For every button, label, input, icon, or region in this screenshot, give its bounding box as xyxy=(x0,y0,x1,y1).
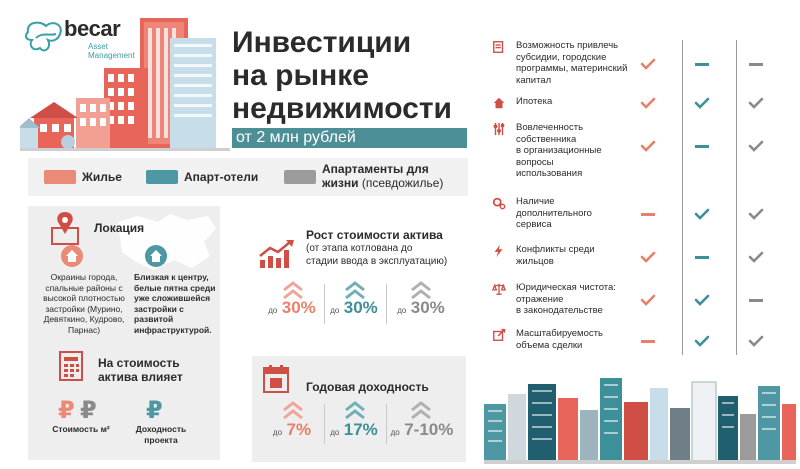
check-icon xyxy=(693,207,711,221)
column-divider xyxy=(682,40,683,355)
separator xyxy=(386,404,387,444)
dash-icon xyxy=(693,250,711,264)
ruble-teal-icon: ₽ xyxy=(146,397,163,424)
city-buildings-illustration xyxy=(20,18,230,153)
table-row-label: Юридическая чистота: отражение в законодательстве xyxy=(516,282,616,316)
gears-icon xyxy=(492,196,506,210)
check-icon xyxy=(747,207,765,221)
check-icon xyxy=(639,96,657,110)
table-row-label: Вовлеченность собственника в организационные вопросы использования xyxy=(516,122,602,179)
dash-icon xyxy=(747,57,765,71)
logo-name: becar xyxy=(64,16,121,41)
check-icon xyxy=(693,293,711,307)
dash-icon xyxy=(693,139,711,153)
growth-description: (от этапа котлована до стадии ввода в эксплуатацию) xyxy=(306,243,448,267)
sliders-icon xyxy=(492,122,506,136)
table-row-label: Возможность привлечь субсидии, городские программы, материнский капитал xyxy=(516,40,628,86)
legend xyxy=(28,158,468,196)
location-center-text: Близкая к центру, белые пятна среди уже сложившейся застройки с развитой инфраструктурой. xyxy=(134,272,216,335)
legend-label-apartments: Апартаменты для жизни (псевдожилье) xyxy=(322,162,444,190)
location-suburb-text: Окраины города, спальные районы с высокой плотностью застройки (Мурино, Девяткино, Кудрово, Парнас) xyxy=(43,272,125,335)
check-icon xyxy=(693,334,711,348)
scales-icon xyxy=(492,282,506,296)
growth-chart-icon xyxy=(258,238,296,270)
chevron-up-salmon-icon xyxy=(282,400,304,420)
check-icon xyxy=(747,334,765,348)
growth-title: Рост стоимости актива xyxy=(306,228,443,242)
table-row-label: Наличие дополнительного сервиса xyxy=(516,196,592,230)
ruble-gray-icon: ₽ xyxy=(80,397,97,424)
table-row-label: Конфликты среди жильцов xyxy=(516,244,595,267)
check-icon xyxy=(747,139,765,153)
chevron-up-gray-icon xyxy=(410,280,432,300)
legend-label-apart-hotels: Апарт-отели xyxy=(184,170,259,184)
yield-metric-apartments: до 7-10% xyxy=(390,420,454,439)
legend-label-residential: Жилье xyxy=(82,170,122,184)
check-icon xyxy=(639,139,657,153)
check-icon xyxy=(747,250,765,264)
page-subtitle: от 2 млн рублей xyxy=(236,129,356,146)
growth-metric-apart-hotels: до 30% xyxy=(330,298,378,317)
yield-title: Годовая доходность xyxy=(306,380,429,394)
location-pin-icon xyxy=(48,210,82,248)
legend-swatch-residential xyxy=(44,170,76,184)
dash-icon xyxy=(747,293,765,307)
page-title: Инвестиции на рынке недвижимости xyxy=(232,26,452,125)
chevron-up-gray-icon xyxy=(410,400,432,420)
chevron-up-teal-icon xyxy=(344,280,366,300)
house-icon xyxy=(492,96,506,110)
check-icon xyxy=(639,250,657,264)
subsidy-icon xyxy=(492,40,506,54)
check-icon xyxy=(693,96,711,110)
dash-icon xyxy=(639,207,657,221)
ruble-salmon-icon: ₽ xyxy=(58,397,75,424)
check-icon xyxy=(747,96,765,110)
calendar-money-icon xyxy=(262,364,290,394)
dash-icon xyxy=(693,57,711,71)
logo-subtitle: Asset Management xyxy=(88,42,135,60)
home-center-icon xyxy=(144,244,168,268)
legend-swatch-apartments xyxy=(284,170,316,184)
yield-metric-residential: до 7% xyxy=(272,420,312,439)
table-row-label: Ипотека xyxy=(516,96,553,107)
growth-metric-residential: до 30% xyxy=(268,298,316,317)
check-icon xyxy=(639,57,657,71)
column-divider xyxy=(736,40,737,355)
location-title: Локация xyxy=(94,221,145,235)
chevron-up-teal-icon xyxy=(344,400,366,420)
table-row-label: Масштабируемость объема сделки xyxy=(516,328,603,351)
check-icon xyxy=(639,293,657,307)
scale-arrow-icon xyxy=(492,328,506,342)
separator xyxy=(386,284,387,324)
cost-label-yield: Доходность проекта xyxy=(135,424,187,445)
home-suburb-icon xyxy=(60,244,84,268)
lightning-icon xyxy=(492,244,506,258)
chevron-up-salmon-icon xyxy=(282,280,304,300)
legend-swatch-apart-hotels xyxy=(146,170,178,184)
city-skyline-illustration xyxy=(484,374,796,464)
calculator-document-icon xyxy=(56,350,88,384)
cost-label-sqm: Стоимость м² xyxy=(52,424,110,434)
yield-metric-apart-hotels: до 17% xyxy=(330,420,378,439)
cost-title: На стоимость актива влияет xyxy=(98,356,183,384)
dash-icon xyxy=(639,334,657,348)
growth-metric-apartments: до 30% xyxy=(397,298,445,317)
